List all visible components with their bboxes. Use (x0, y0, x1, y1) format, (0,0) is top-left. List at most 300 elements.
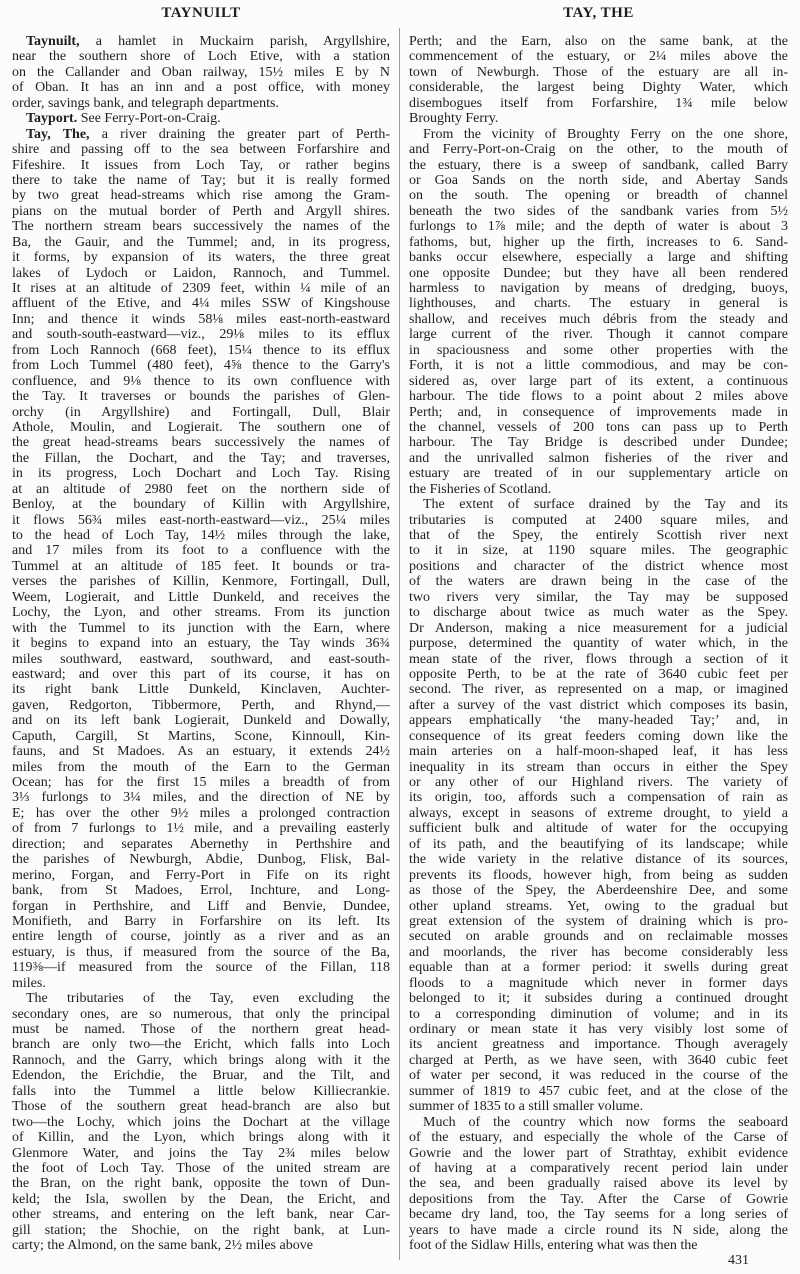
text-line (12, 389, 390, 404)
text-line (409, 1207, 788, 1222)
text-line (409, 667, 788, 682)
text-line (12, 868, 390, 883)
line-text: of water per second, it was reduced in the course of the (409, 1068, 788, 1084)
text-line (12, 49, 390, 64)
text-line (12, 1053, 390, 1068)
line-text: it forms, by expansion of its waters, the three great (12, 250, 390, 266)
text-line (12, 374, 390, 389)
text-line (12, 80, 390, 95)
text-line (409, 405, 788, 420)
text-line (409, 389, 788, 404)
line-text: E; has over the other 9½ miles a prolonged contraction (12, 805, 390, 821)
text-line (12, 1176, 390, 1191)
text-line (409, 682, 788, 697)
line-text: and south-south-eastward—viz., 29⅛ miles to its efflux (12, 327, 390, 343)
line-text: to the head of Loch Tay, 14½ miles through the lake, (12, 528, 390, 543)
line-text: confluence, and 9⅛ thence to its own confluence with (12, 373, 390, 389)
line-text: of Oban. It has an inn and a post office, with money (12, 80, 390, 96)
line-text: the estuary, there is a sweep of sandbank, called Barry (409, 157, 788, 173)
text-line (12, 1238, 390, 1253)
text-line (409, 1161, 788, 1176)
line-text: from Loch Rannoch (668 feet), 15¼ thence to its efflux (12, 342, 390, 358)
line-text: orchy (in Argyllshire) and Fortingall, Dull, Blair (12, 404, 390, 420)
running-header-left: TAYNUILT (161, 5, 241, 21)
text-line (12, 513, 390, 528)
paragraph (409, 127, 788, 498)
line-text: two rivers very similar, the Tay may be supposed (409, 589, 788, 605)
line-text: prevents its floods, however high, from being as sudden (409, 867, 788, 883)
line-text: See Ferry-Port-on-Craig. (77, 111, 221, 127)
line-text: by two great head-streams which rise among the Gram- (12, 188, 390, 204)
text-line (12, 266, 390, 281)
text-line (12, 667, 390, 682)
text-line (409, 451, 788, 466)
text-column-left (12, 34, 390, 1254)
text-line (12, 976, 390, 991)
line-text: summer of 1819 to 457 cubic feet, and at the close of the (409, 1083, 788, 1099)
text-line (12, 173, 390, 188)
text-line (12, 729, 390, 744)
line-text: 3⅓ furlongs to 3¼ miles, and the direction of NE by (12, 790, 390, 806)
text-line (12, 281, 390, 296)
line-text: of having at a comparatively recent period lain under (409, 1160, 788, 1176)
text-line (409, 821, 788, 836)
line-text: at an altitude of 2980 feet on the northern side of (12, 481, 390, 497)
line-text: on the Callander and Oban railway, 15½ miles E by N (12, 64, 390, 80)
line-text: Inn; and thence it winds 58⅛ miles east-north-eastward (12, 311, 390, 327)
column-divider (399, 28, 400, 1260)
line-text: ordinary or mean state it has very visibly lost some of (409, 1022, 788, 1037)
line-text: carty; the Almond, on the same bank, 2½ miles above (12, 1238, 313, 1254)
text-line (409, 775, 788, 790)
line-text: of Killin, and the Lyon, which brings along with it (12, 1130, 390, 1146)
line-text: and Ferry-Port-on-Craig on the other, to the mouth of (409, 142, 788, 158)
line-text: furlongs to 1⅞ mile; and the depth of water is about 3 (409, 219, 788, 235)
line-text: great extension of the system of draining which is pro- (409, 913, 788, 929)
line-text: floods to a magnitude which never in former days (409, 975, 788, 991)
line-text: its origin, too, affords such a compensation of rain as (409, 790, 788, 806)
text-line (409, 605, 788, 620)
text-line (12, 188, 390, 203)
text-line (409, 80, 788, 95)
text-line (12, 497, 390, 512)
text-line (12, 775, 390, 790)
line-text: it begins to expand into an estuary, the Tay winds 36¾ (12, 636, 390, 652)
line-text: harbour. The Tay Bridge is described under Dundee; (409, 435, 788, 451)
line-text: opposite Perth, to be at the rate of 3640 cubic feet per (409, 666, 788, 682)
line-text: Monifieth, and Barry in Forfarshire on its left. Its (12, 913, 390, 929)
line-text: town of Newburgh. Those of the estuary are all in- (409, 64, 788, 80)
line-text: harbour. The tide flows to a point about 2 miles above (409, 389, 788, 405)
line-text: two—the Lochy, which joins the Dochart at the village (12, 1114, 390, 1130)
text-line (12, 1099, 390, 1114)
text-line (12, 158, 390, 173)
line-text: keld; the Isla, swollen by the Dean, the Ericht, and (12, 1191, 390, 1207)
line-text: its right bank Little Dunkeld, Kinclaven, Auchter- (12, 682, 390, 698)
text-line (409, 713, 788, 728)
text-line (409, 729, 788, 744)
line-text: charged at Perth, as we have seen, with 3640 cubic feet (409, 1052, 788, 1068)
line-text: there to take the name of Tay; but it is really formed (12, 172, 390, 188)
line-text: to it in size, at 1190 square miles. The geographic (409, 543, 788, 559)
text-line (12, 142, 390, 157)
text-line (12, 698, 390, 713)
line-text: mean state of the river, flows through a section of it (409, 651, 788, 667)
text-line (409, 636, 788, 651)
line-text: disembogues itself from Forfarshire, 1¾ mile below (409, 95, 788, 111)
text-line (12, 590, 390, 605)
text-line (12, 1068, 390, 1083)
text-line (12, 945, 390, 960)
text-line (409, 204, 788, 219)
line-text: order, savings bank, and telegraph departments. (12, 95, 279, 111)
line-text: foot of the Sidlaw Hills, entering what was then the (409, 1238, 698, 1254)
text-line (12, 358, 390, 373)
line-text: from Loch Tummel (480 feet), 4⅝ thence to the Garry's (12, 358, 390, 374)
line-text: Ba, the Gauir, and the Tummel; and, in its progress, (12, 234, 390, 250)
text-line (12, 821, 390, 836)
line-text: Perth; and, in consequence of improvements made in (409, 404, 788, 420)
line-text: of the waters are drawn being in the case of the (409, 574, 788, 590)
line-text: or any other of our Highland rivers. The variety of (409, 775, 788, 790)
line-text: Edendon, the Erichdie, the Bruar, and the Tilt, and (12, 1068, 390, 1084)
line-text: Gowrie and the lower part of Strathtay, exhibit evidence (409, 1145, 788, 1161)
text-line (409, 1084, 788, 1099)
line-text: that of the Spey, the entirely Scottish river next (409, 528, 788, 543)
line-text: of the estuary, and especially the whole of the Carse of (409, 1130, 788, 1146)
line-text: Benloy, at the boundary of Killin with Argyllshire, (12, 497, 390, 513)
text-line (12, 204, 390, 219)
line-text: miles southward, eastward, southward, and east-south- (12, 651, 390, 667)
text-line (409, 976, 788, 991)
line-text: Caputh, Cargill, St Martins, Scone, Kinnoull, Kin- (12, 728, 390, 744)
text-line (12, 760, 390, 775)
text-line (409, 960, 788, 975)
line-text: The extent of surface drained by the Tay and its (423, 497, 788, 513)
line-text: The northern stream bears successively the names of the (12, 219, 390, 235)
text-line (409, 142, 788, 157)
text-line (409, 744, 788, 759)
running-header-right: TAY, THE (563, 5, 634, 21)
text-line (12, 837, 390, 852)
paragraph (409, 1115, 788, 1254)
line-text: It rises at an altitude of 2309 feet, within ¼ mile of an (12, 281, 390, 296)
line-text: secuted on arable grounds and on reclaimable mosses (409, 929, 788, 945)
text-line (409, 837, 788, 852)
line-text: lakes of Lydoch or Laidon, Rannoch, and Tummel. (12, 265, 390, 281)
text-line (12, 65, 390, 80)
line-text: to discharge about twice as much water as the Spey. (409, 605, 788, 621)
line-text: fauns, and St Madoes. As an estuary, it extends 24½ (12, 744, 390, 760)
text-line (409, 1238, 788, 1253)
paragraph (12, 34, 390, 111)
line-text: of from 7 furlongs to 1½ mile, and a prevailing easterly (12, 821, 390, 837)
line-text: near the southern shore of Loch Etive, with a station (12, 49, 390, 65)
line-text: the great head-streams bears successively the names of (12, 435, 390, 451)
paragraph (12, 111, 390, 126)
line-text: Much of the country which now forms the seaboard (423, 1114, 788, 1130)
line-text: years to have made a circle round its N side, along the (409, 1222, 788, 1238)
page-number: 431 (728, 1253, 749, 1268)
line-text: Forth, it is not a little commodious, and may be con- (409, 358, 788, 374)
line-text: 119⅜—if measured from the source of the Fillan, 118 (12, 960, 390, 976)
line-text: eastward; and over this part of its course, it has on (12, 666, 390, 682)
text-line (409, 358, 788, 373)
line-text: banks occur elsewhere, especially a large and shifting (409, 250, 788, 266)
line-text: considerable, the largest being Dighty Water, which (409, 80, 788, 96)
entry-heading: Taynuilt, (26, 34, 80, 49)
text-line (12, 528, 390, 543)
line-text: gill station; the Shochie, on the right bank, at Lun- (12, 1222, 390, 1238)
text-line (409, 698, 788, 713)
text-line (409, 343, 788, 358)
text-line (409, 1099, 788, 1114)
line-text: direction; and separates Abernethy in Perthshire and (12, 836, 390, 852)
line-text: lighthouses, and charts. The estuary in general is (409, 296, 788, 312)
line-text: in its progress, Loch Dochart and Loch Tay. Rising (12, 466, 390, 482)
text-line (409, 173, 788, 188)
line-text: consequence of its great feeders coming down like the (409, 728, 788, 744)
line-text: the foot of Loch Tay. Those of the united stream are (12, 1160, 390, 1176)
text-line (409, 281, 788, 296)
line-text: main arteries on a half-moon-shaped leaf, it has less (409, 744, 788, 760)
text-line (12, 914, 390, 929)
text-line (409, 929, 788, 944)
line-text: Ocean; has for the first 15 miles a breadth of from (12, 775, 390, 790)
line-text: its ancient greatness and importance. Though averagely (409, 1037, 788, 1053)
text-line (409, 559, 788, 574)
line-text: equable than at a former period: it swells during great (409, 960, 788, 976)
text-line (409, 1223, 788, 1238)
text-line (12, 605, 390, 620)
line-text: Lochy, the Lyon, and other streams. From its junction (12, 605, 390, 621)
line-text: belonged to it; it subsides during a continued drought (409, 991, 788, 1007)
text-line (12, 96, 390, 111)
text-line (409, 883, 788, 898)
text-line (409, 435, 788, 450)
text-line (409, 852, 788, 867)
text-line (12, 636, 390, 651)
line-text: the Tay. It traverses or bounds the parishes of Glen- (12, 389, 390, 405)
line-text: the Fisheries of Scotland. (409, 481, 552, 497)
text-line (12, 1022, 390, 1037)
text-line (409, 868, 788, 883)
text-line (12, 1146, 390, 1161)
text-line (409, 111, 788, 126)
paragraph (12, 991, 390, 1253)
text-line (12, 235, 390, 250)
line-text: in spaciousness and some other properties with the (409, 342, 788, 358)
text-line (409, 1068, 788, 1083)
text-line (12, 991, 390, 1006)
text-line (409, 34, 788, 49)
text-line (12, 296, 390, 311)
text-line (409, 312, 788, 327)
text-line (409, 235, 788, 250)
text-line (12, 312, 390, 327)
text-line (409, 1007, 788, 1022)
text-line (12, 1223, 390, 1238)
text-line (12, 1037, 390, 1052)
text-line (12, 1207, 390, 1222)
line-text: must be named. Those of the northern great head- (12, 1022, 390, 1037)
line-text: inequality in its stream than occurs in either the Spey (409, 759, 788, 775)
text-line (12, 852, 390, 867)
line-text: beneath the two sides of the sandbank varies from 5½ (409, 203, 788, 219)
text-line (409, 1176, 788, 1191)
line-text: other upland streams. Yet, owing to the gradual but (409, 898, 788, 914)
text-line (409, 266, 788, 281)
line-text: sufficient bulk and altitude of water for the occupying (409, 821, 788, 837)
line-text: summer of 1835 to a still smaller volume. (409, 1099, 644, 1115)
text-line (12, 574, 390, 589)
text-line (12, 929, 390, 944)
line-text: gaven, Redgorton, Tibbermore, Perth, and Rhynd,— (12, 697, 390, 713)
paragraph (409, 497, 788, 1115)
line-text: as those of the Spey, the Aberdeenshire Dee, and some (409, 883, 788, 899)
text-line (12, 451, 390, 466)
line-text: tributaries is computed at 2400 square miles, and (409, 512, 788, 528)
line-text: merino, Forgan, and Ferry-Port in Fife on its right (12, 867, 390, 883)
text-line (409, 652, 788, 667)
line-text: Tummel at an altitude of 185 feet. It bounds or tra- (12, 558, 390, 574)
line-text: after a survey of the vast district which composes its basin, (409, 697, 788, 713)
text-line (409, 466, 788, 481)
line-text: forgan in Perthshire, and Liff and Benvie, Dundee, (12, 898, 390, 914)
entry-heading: Tayport. (26, 111, 78, 127)
line-text: and moorlands, the river has become considerably less (409, 944, 788, 960)
text-line (409, 250, 788, 265)
text-line (409, 760, 788, 775)
line-text: Fifeshire. It issues from Loch Tay, or rather begins (12, 157, 390, 173)
text-line (409, 991, 788, 1006)
text-line (409, 590, 788, 605)
text-line (12, 1084, 390, 1099)
text-line (409, 96, 788, 111)
text-line (409, 420, 788, 435)
line-text: depositions from the Tay. After the Carse of Gowrie (409, 1191, 788, 1207)
line-text: shire and passing off to the sea between Forfarshire and (12, 142, 390, 158)
text-line (409, 158, 788, 173)
line-text: Weem, Logierait, and Little Dunkeld, and receives the (12, 589, 390, 605)
text-line (12, 713, 390, 728)
text-line (12, 960, 390, 975)
text-line (12, 1192, 390, 1207)
text-line (12, 127, 390, 142)
text-line (409, 1130, 788, 1145)
line-text: positions and character of the district whence most (409, 558, 788, 574)
line-text: harmless to navigation by means of dredging, buoys, (409, 281, 788, 296)
text-line (12, 343, 390, 358)
text-line (409, 497, 788, 512)
line-text: of its path, and the beautifying of its landscape; while (409, 836, 788, 852)
text-line (12, 883, 390, 898)
line-text: Dr Anderson, making a nice measurement for a judicial (409, 620, 788, 636)
line-text: purpose, determined the quantity of water which, in the (409, 636, 788, 652)
line-text: estuary, is thus, if measured from the source of the Ba, (12, 944, 390, 960)
text-line (409, 1037, 788, 1052)
text-line (12, 466, 390, 481)
text-line (409, 1146, 788, 1161)
line-text: falls into the Tummel a little below Killiecrankie. (12, 1083, 390, 1099)
text-line (12, 435, 390, 450)
line-text: the parishes of Newburgh, Abdie, Dunbog, Flisk, Bal- (12, 852, 390, 868)
line-text: affluent of the Etive, and 4¼ miles SSW of Kingshouse (12, 296, 390, 312)
line-text: the Fillan, the Dochart, and the Tay; and traverses, (12, 450, 390, 466)
line-text: became dry land, too, the Tay seems for a long series of (409, 1207, 788, 1223)
line-text: one opposite Dundee; but they have all been rendered (409, 265, 788, 281)
text-line (409, 1115, 788, 1130)
line-text: to a corresponding diminution of volume; and in its (409, 1006, 788, 1022)
text-line (12, 420, 390, 435)
line-text: sidered as, over large part of its extent, a continuous (409, 373, 788, 389)
text-line (409, 219, 788, 234)
line-text: branch are only two—the Ericht, which falls into Loch (12, 1037, 390, 1053)
text-line (12, 559, 390, 574)
line-text: From the vicinity of Broughty Ferry on the one shore, (423, 126, 788, 142)
line-text: or Goa Sands on the north side, and Abertay Sands (409, 172, 788, 188)
line-text: and on its left bank Logierait, Dunkeld and Dowally, (12, 713, 390, 729)
text-line (12, 1007, 390, 1022)
text-line (409, 374, 788, 389)
text-line (409, 327, 788, 342)
text-line (12, 327, 390, 342)
text-line (409, 482, 788, 497)
line-text: second. The river, as represented on a map, or imagined (409, 682, 788, 698)
paragraph (12, 127, 390, 992)
text-line (12, 652, 390, 667)
line-text: commencement of the estuary, or 2¼ miles above the (409, 49, 788, 65)
text-line (12, 482, 390, 497)
line-text: with the Tummel to its junction with the Earn, where (12, 620, 390, 636)
line-text: it flows 56¾ miles east-north-eastward—viz., 25¼ miles (12, 512, 390, 528)
line-text: and 17 miles from its foot to a confluence with the (12, 543, 390, 559)
line-text: Athole, Moulin, and Logierait. The southern one of (12, 419, 390, 435)
text-line (409, 790, 788, 805)
line-text: a hamlet in Muckairn parish, Argyllshire, (79, 34, 390, 49)
line-text: bank, from St Madoes, Errol, Inchture, and Long- (12, 883, 390, 899)
line-text: Glenmore Water, and joins the Tay 2¾ miles below (12, 1145, 390, 1161)
text-line (409, 65, 788, 80)
line-text: fathoms, but, higher up the firth, increases to 6. Sand- (409, 234, 788, 250)
text-line (409, 513, 788, 528)
line-text: a river draining the greater part of Perth- (89, 126, 390, 142)
text-line (409, 1022, 788, 1037)
text-line (409, 543, 788, 558)
text-line (409, 188, 788, 203)
line-text: miles from the mouth of the Earn to the German (12, 759, 390, 775)
line-text: the Bran, on the right bank, opposite the town of Dun- (12, 1176, 390, 1192)
text-line (409, 1192, 788, 1207)
line-text: estuary are treated of in our supplementary article on (409, 466, 788, 482)
text-line (409, 621, 788, 636)
text-line (12, 682, 390, 697)
line-text: Perth; and the Earn, also on the same bank, at the (409, 34, 788, 49)
line-text: pians on the mutual border of Perth and Argyll shires. (12, 203, 390, 219)
text-line (409, 574, 788, 589)
text-line (12, 219, 390, 234)
text-line (409, 914, 788, 929)
text-line (409, 1053, 788, 1068)
text-line (12, 744, 390, 759)
text-line (12, 405, 390, 420)
line-text: and the unrivalled salmon fisheries of the river and (409, 450, 788, 466)
entry-heading: Tay, The, (26, 126, 90, 142)
line-text: large current of the river. Though it cannot compare (409, 327, 788, 343)
text-line (12, 806, 390, 821)
text-line (12, 1161, 390, 1176)
line-text: Those of the southern great head-branch are also but (12, 1099, 390, 1115)
